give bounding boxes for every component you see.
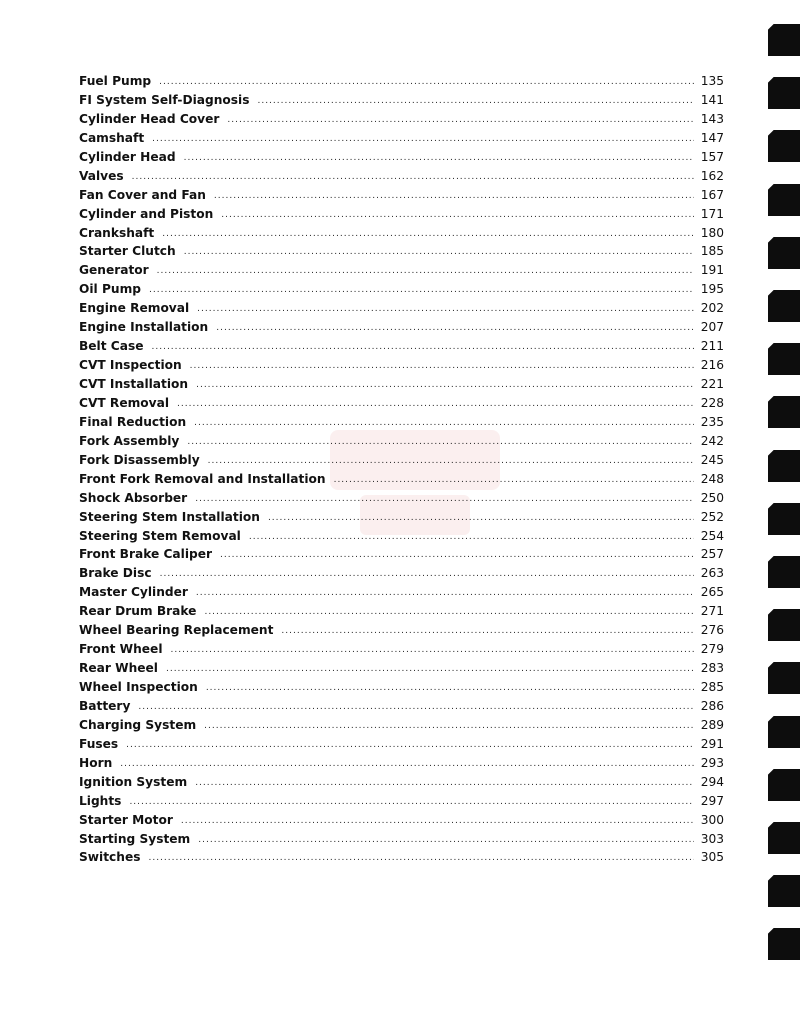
dot-leader [195,774,694,793]
toc-entry[interactable] [79,621,724,640]
dot-leader [227,111,694,130]
toc-entry-page-number: 207 [700,320,724,335]
toc-entry[interactable] [79,830,724,849]
toc-entry-title: Rear Wheel [79,661,158,676]
dot-leader [149,281,694,300]
dot-leader [204,717,694,736]
toc-entry-page-number: 252 [700,509,724,524]
toc-entry-title: Horn [79,755,113,770]
toc-entry-title: CVT Inspection [79,358,182,373]
dot-leader [166,660,694,679]
dot-leader [152,130,694,149]
toc-entry[interactable] [79,167,724,186]
section-tab[interactable] [768,928,800,960]
toc-entry-page-number: 265 [700,585,724,600]
toc-entry-page-number: 254 [700,528,724,543]
toc-entry[interactable] [79,205,724,224]
toc-entry-title: Wheel Bearing Replacement [79,623,274,638]
toc-entry-page-number: 167 [700,187,724,202]
dot-leader [208,452,694,471]
toc-entry[interactable] [79,716,724,735]
toc-entry-title: Shock Absorber [79,490,188,505]
table-of-contents [79,72,724,867]
toc-entry-page-number: 276 [700,623,724,638]
toc-entry[interactable] [79,129,724,148]
toc-entry-title: Front Brake Caliper [79,547,213,562]
toc-entry-title: Fuses [79,736,119,751]
toc-entry-page-number: 157 [700,149,724,164]
section-tab[interactable] [768,769,800,801]
toc-entry-page-number: 303 [700,831,724,846]
toc-entry[interactable] [79,508,724,527]
dot-leader [152,338,695,357]
toc-entry-page-number: 171 [700,206,724,221]
toc-entry[interactable] [79,697,724,716]
toc-entry-page-number: 291 [700,736,724,751]
toc-entry[interactable] [79,186,724,205]
toc-entry[interactable] [79,148,724,167]
toc-entry-title: Steering Stem Installation [79,509,260,524]
toc-entry-title: Charging System [79,717,197,732]
dot-leader [157,262,694,281]
section-tab[interactable] [768,77,800,109]
toc-entry[interactable] [79,356,724,375]
toc-entry[interactable] [79,224,724,243]
toc-entry[interactable] [79,735,724,754]
dot-leader [132,168,694,187]
toc-entry-title: Final Reduction [79,414,187,429]
toc-entry-title: Cylinder Head Cover [79,111,220,126]
dot-leader [249,528,694,547]
toc-entry[interactable] [79,678,724,697]
toc-entry-title: Fork Disassembly [79,452,200,467]
dot-leader [197,300,694,319]
section-tab[interactable] [768,396,800,428]
section-tab[interactable] [768,716,800,748]
toc-entry-page-number: 185 [700,244,724,259]
toc-entry[interactable] [79,413,724,432]
section-tab[interactable] [768,237,800,269]
toc-entry[interactable] [79,261,724,280]
toc-entry[interactable] [79,527,724,546]
toc-entry-page-number: 300 [700,812,724,827]
toc-entry-page-number: 257 [700,547,724,562]
dot-leader [194,414,694,433]
toc-entry[interactable] [79,754,724,773]
section-tab[interactable] [768,130,800,162]
section-tab[interactable] [768,662,800,694]
toc-entry-title: Generator [79,263,149,278]
section-tab[interactable] [768,503,800,535]
toc-entry-page-number: 242 [700,433,724,448]
toc-entry[interactable] [79,848,724,867]
toc-entry-page-number: 143 [700,111,724,126]
section-index-tabs [760,0,800,1035]
toc-entry-page-number: 211 [700,339,724,354]
dot-leader [162,225,694,244]
section-tab[interactable] [768,822,800,854]
toc-entry[interactable] [79,432,724,451]
dot-leader [181,812,694,831]
dot-leader [195,490,694,509]
dot-leader [148,849,694,868]
section-tab[interactable] [768,609,800,641]
section-tab[interactable] [768,343,800,375]
toc-entry[interactable] [79,640,724,659]
toc-entry-page-number: 235 [700,414,724,429]
toc-entry[interactable] [79,470,724,489]
toc-entry-page-number: 286 [700,698,724,713]
section-tab[interactable] [768,290,800,322]
toc-entry-page-number: 202 [700,301,724,316]
dot-leader [216,319,694,338]
section-tab[interactable] [768,556,800,588]
toc-entry-page-number: 289 [700,717,724,732]
dot-leader [281,622,694,641]
dot-leader [334,471,694,490]
toc-entry-title: Oil Pump [79,282,141,297]
toc-entry-title: Rear Drum Brake [79,604,197,619]
dot-leader [187,433,694,452]
toc-entry[interactable] [79,242,724,261]
toc-entry[interactable] [79,811,724,830]
dot-leader [190,357,694,376]
toc-entry-title: FI System Self-Diagnosis [79,92,250,107]
toc-entry-title: Crankshaft [79,225,155,240]
toc-entry-title: Fan Cover and Fan [79,187,206,202]
toc-entry-page-number: 216 [700,358,724,373]
toc-entry-page-number: 263 [700,566,724,581]
toc-entry-title: Starting System [79,831,191,846]
dot-leader [221,206,694,225]
toc-entry-title: Starter Clutch [79,244,176,259]
toc-entry[interactable] [79,659,724,678]
dot-leader [177,395,694,414]
toc-entry[interactable] [79,773,724,792]
toc-entry-page-number: 305 [700,850,724,865]
toc-entry-title: Ignition System [79,774,188,789]
toc-entry-title: Belt Case [79,339,144,354]
toc-entry-title: Camshaft [79,130,145,145]
dot-leader [204,603,694,622]
dot-leader [120,755,694,774]
toc-entry[interactable] [79,583,724,602]
toc-entry-page-number: 135 [700,74,724,88]
section-tab[interactable] [768,184,800,216]
toc-entry-title: Engine Installation [79,320,209,335]
toc-entry-page-number: 147 [700,130,724,145]
toc-entry[interactable] [79,110,724,129]
toc-entry[interactable] [79,318,724,337]
toc-entry-page-number: 162 [700,168,724,183]
section-tab[interactable] [768,450,800,482]
toc-entry-page-number: 283 [700,661,724,676]
toc-entry-title: Starter Motor [79,812,173,827]
toc-entry[interactable] [79,280,724,299]
toc-entry-title: Front Wheel [79,642,163,657]
toc-entry-page-number: 248 [700,471,724,486]
toc-entry[interactable] [79,489,724,508]
dot-leader [206,679,694,698]
toc-entry-page-number: 195 [700,282,724,297]
toc-entry[interactable] [79,602,724,621]
toc-entry-page-number: 271 [700,604,724,619]
toc-entry-title: Cylinder and Piston [79,206,214,221]
toc-entry[interactable] [79,564,724,583]
dot-leader [184,243,694,262]
toc-entry-page-number: 297 [700,793,724,808]
dot-leader [129,793,694,812]
toc-entry-title: Fork Assembly [79,433,180,448]
toc-entry-page-number: 180 [700,225,724,240]
toc-entry-page-number: 294 [700,774,724,789]
dot-leader [171,641,694,660]
dot-leader [160,565,694,584]
toc-entry-title: Fuel Pump [79,74,152,88]
toc-entry-title: Brake Disc [79,566,152,581]
toc-entry[interactable] [79,375,724,394]
dot-leader [126,736,694,755]
toc-entry-title: CVT Removal [79,395,170,410]
toc-entry-title: Switches [79,850,141,865]
dot-leader [196,376,694,395]
section-tab[interactable] [768,875,800,907]
dot-leader [184,149,694,168]
toc-entry[interactable] [79,337,724,356]
toc-entry-page-number: 191 [700,263,724,278]
toc-entry-page-number: 141 [700,92,724,107]
toc-entry-title: Engine Removal [79,301,190,316]
toc-entry[interactable] [79,545,724,564]
toc-entry[interactable] [79,91,724,110]
toc-entry-title: Steering Stem Removal [79,528,241,543]
toc-entry-page-number: 245 [700,452,724,467]
toc-entry[interactable] [79,792,724,811]
toc-entry-page-number: 293 [700,755,724,770]
toc-entry-title: Cylinder Head [79,149,176,164]
dot-leader [196,584,694,603]
dot-leader [159,73,694,92]
dot-leader [198,831,694,850]
toc-entry-title: Battery [79,698,131,713]
toc-entry[interactable] [79,299,724,318]
dot-leader [268,509,694,528]
toc-entry[interactable] [79,394,724,413]
toc-entry-title: CVT Installation [79,377,189,391]
toc-entry-title: Lights [79,793,122,808]
dot-leader [214,187,694,206]
toc-entry-title: Valves [79,168,124,183]
dot-leader [220,546,694,565]
toc-entry-page-number: 285 [700,680,724,694]
toc-entry-title: Front Fork Removal and Installation [79,471,326,486]
toc-entry-page-number: 250 [700,490,724,505]
section-tab[interactable] [768,24,800,56]
toc-entry[interactable] [79,451,724,470]
toc-entry-title: Master Cylinder [79,585,188,600]
toc-entry[interactable] [79,72,724,91]
toc-entry-page-number: 221 [700,377,724,391]
toc-entry-page-number: 228 [700,395,724,410]
toc-entry-page-number: 279 [700,642,724,657]
dot-leader [257,92,694,111]
toc-entry-title: Wheel Inspection [79,680,198,694]
dot-leader [138,698,694,717]
